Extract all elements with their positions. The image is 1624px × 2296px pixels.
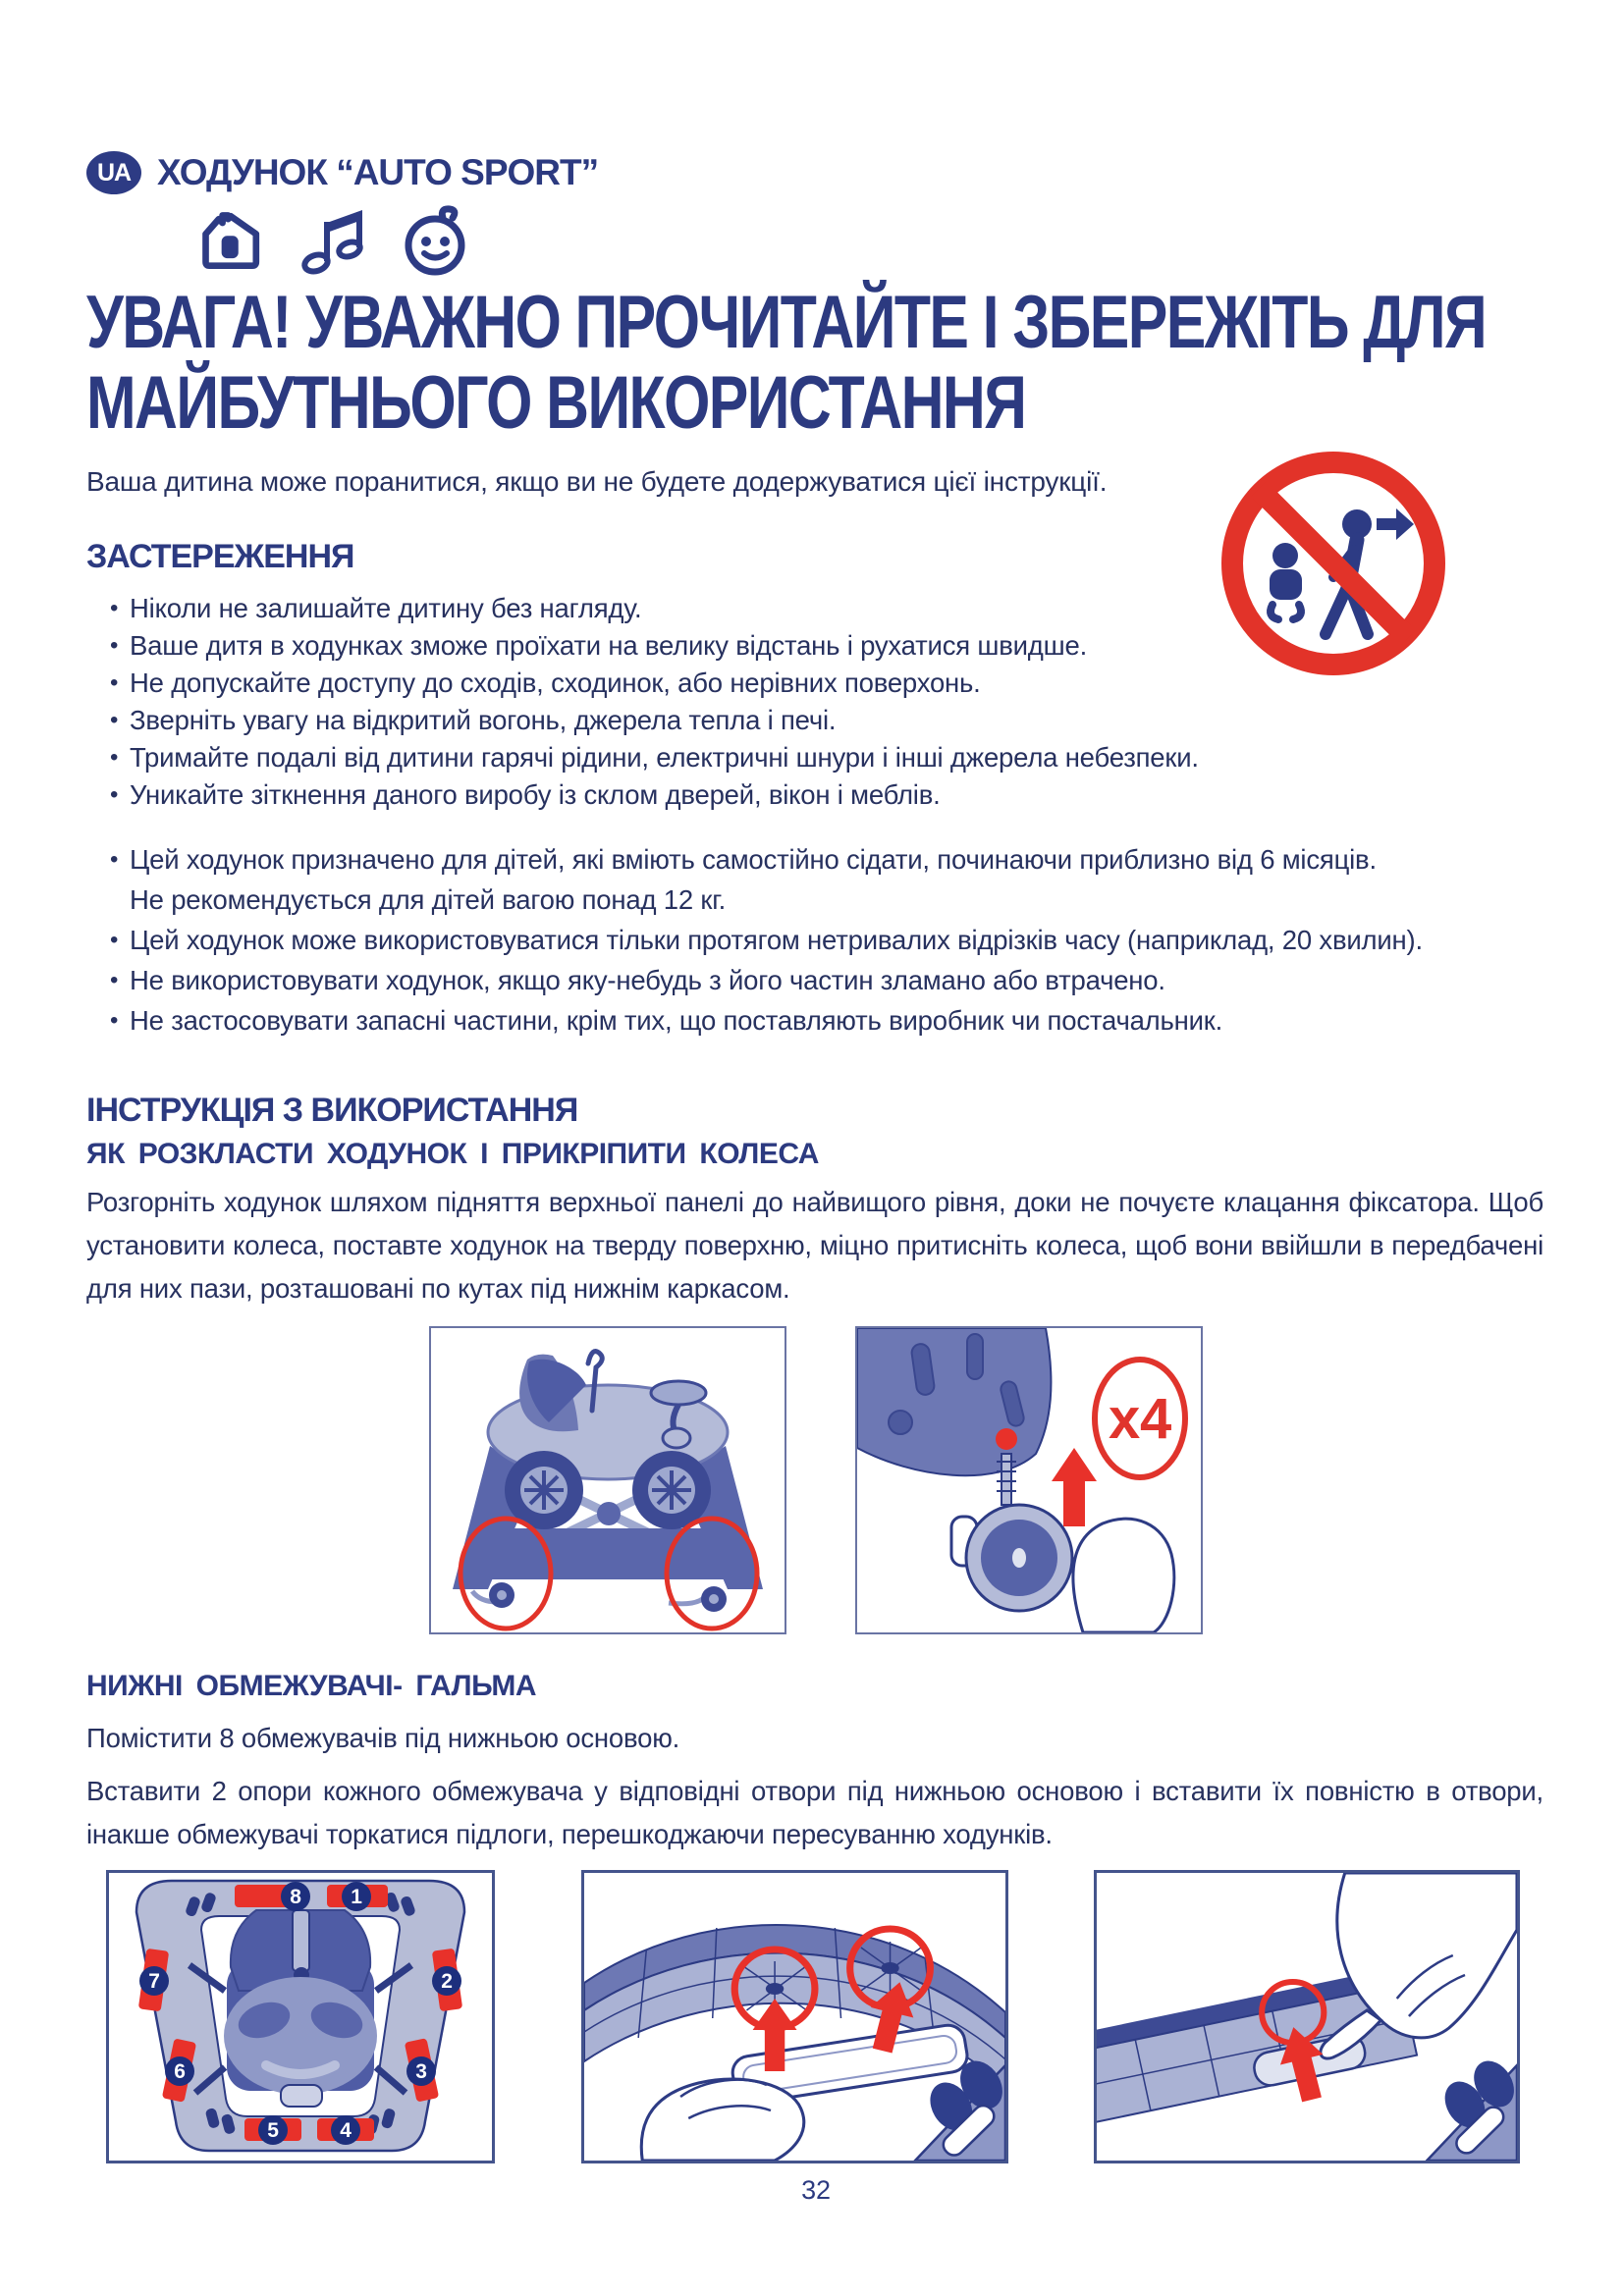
figure-insert-brake-pads [581,1870,1008,2163]
product-title: ХОДУНОК “AUTO SPORT” [157,152,599,192]
svg-text:3: 3 [415,2060,427,2083]
wheels-instructions-paragraph: Розгорніть ходунок шляхом підняття верхньої панелі до найвищого рівня, доки не почуєте клацання фіксатора. Щоб установити колеса, поставте ходунок на тверду поверхню, міцно притисніть колеса, щоб вони ввійшли в передбачені для них пази, розташовані по кутах під нижнім каркасом. [86,1187,1543,1304]
ua-language-badge: UA [86,151,141,194]
wheel-attachment-illustration [857,1328,1201,1632]
instructions-section-title: ІНСТРУКЦІЯ З ВИКОРИСТАННЯ [86,1092,578,1129]
baby-face-icon [399,204,471,277]
red-dot-annotation [996,1428,1017,1450]
warning-heading-line2: МАЙБУТНЬОГО ВИКОРИСТАННЯ [86,361,1026,445]
warning-heading-line1: УВАГА! УВАЖНО ПРОЧИТАЙТЕ І ЗБЕРЕЖІТЬ ДЛЯ [86,281,1487,364]
warning-heading [86,283,1545,444]
caution-item: • Не застосовувати запасні частини, крім тих, що поставляють виробник чи постачальник. [108,1000,1563,1041]
wheels-subsection-title: ЯК РОЗКЛАСТИ ХОДУНОК І ПРИКРІПИТИ КОЛЕСА [86,1138,819,1170]
music-notes-icon [298,204,369,277]
svg-text:1: 1 [351,1886,362,1908]
figure-base-overview [106,1870,495,2163]
warning-subtitle: Ваша дитина може поранитися, якщо ви не будете додержуватися цієї інструкції. [86,466,1108,497]
feature-icons-row [196,204,1545,277]
caution-item: • Зверніть увагу на відкритий вогонь, джерела тепла і печі. [108,702,1249,739]
house-icon [196,204,269,277]
caution-item: • Не використовувати ходунок, якщо яку-небудь з його частин зламано або втрачено. [108,960,1563,1000]
svg-text:4: 4 [340,2119,352,2142]
red-arrow-up-icon [1052,1448,1097,1526]
press-pad-illustration [1097,1873,1517,2161]
caution-item: • Цей ходунок призначено для дітей, які вміють самостійно сідати, починаючи приблизно від 6 місяців. [108,839,1563,880]
caution-item: • Не допускайте доступу до сходів, сходинок, або нерівних поверхонь. [108,665,1249,702]
brakes-line1: Помістити 8 обмежувачів під нижньою основою. [86,1723,680,1753]
page-number: 32 [801,2175,831,2205]
svg-text:7: 7 [148,1970,160,1993]
figure-wheel-attachment [855,1326,1203,1634]
prohibition-sign-illustration [1210,440,1457,687]
cautions-section-title: ЗАСТЕРЕЖЕННЯ [86,538,354,575]
caution-item-continuation: Не рекомендується для дітей вагою понад 12 кг. [130,884,727,915]
caution-item: • Тримайте подалі від дитини гарячі рідини, електричні шнури і інші джерела небезпеки. [108,739,1249,776]
svg-text:6: 6 [174,2060,186,2083]
brakes-section-title: НИЖНІ ОБМЕЖУВАЧІ- ГАЛЬМА [86,1670,537,1702]
base-overview-illustration [109,1873,492,2161]
no-unattended-sign [1210,440,1457,687]
walker-illustration [431,1328,785,1632]
insert-pads-illustration [584,1873,1005,2161]
figure-walker-overview [429,1326,786,1634]
figure-press-brake-pad [1094,1870,1520,2163]
brakes-figures-row [106,1870,1520,2163]
brakes-paragraph: Вставити 2 опори кожного обмежувача у відповідні отвори під нижньою основою і вставити їх повністю в отвори, інакше обмежувачі торкатися підлоги, перешкоджаючи пересуванню ходунків. [86,1776,1543,1849]
svg-text:2: 2 [441,1970,453,1993]
usage-cautions-list [86,839,1545,1041]
wheel-figures-row [86,1326,1545,1634]
caution-item: • Уникайте зіткнення даного виробу із склом дверей, вікон і меблів. [108,776,1249,814]
svg-text:8: 8 [290,1886,301,1908]
wheel-count-label: x4 [1108,1387,1172,1451]
header [86,147,1545,198]
caution-item: • Ваше дитя в ходунках зможе проїхати на велику відстань і рухатися швидше. [108,627,1249,665]
svg-text:5: 5 [267,2119,279,2142]
caution-item: • Цей ходунок може використовуватися тільки протягом нетривалих відрізків часу (наприклад, 20 хвилин). [108,920,1563,960]
caution-item: • Ніколи не залишайте дитину без нагляду. [108,590,1249,627]
